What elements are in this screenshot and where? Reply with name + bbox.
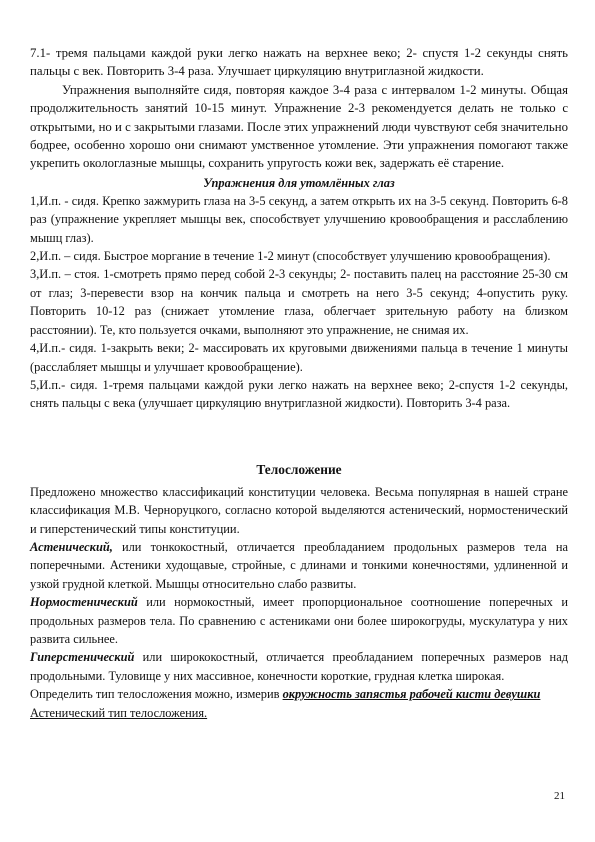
body-type-intro: Предложено множество классификаций конституции человека. Весьма популярная в нашей стране классификация М.В. Черноруцкого, согласно которой выделяются астенический, нормостенический и гиперстенический типы конституции. [30, 484, 568, 536]
asthenic-paragraph [30, 538, 568, 593]
exercise-item-3: 3,И.п. – стоя. 1-смотреть прямо перед собой 2-3 секунды; 2- поставить палец на расстояние 25-30 см от глаз; 3-перевести взор на кончик пальца и смотреть на него 3-5 секунд; 4-опустить руку. Повторить 10-12 раз (снижает утомление глаза, облегчает зрительную работу на близком расстоянии). Те, кто пользуется очками, выполняют это упражнение, не снимая их. [30, 267, 568, 337]
normosthenic-description: или нормокостный, имеет пропорциональное соотношение поперечных и продольных размеров тела. По сравнению с астениками они более широкогруды, мускулатура у них развита сильнее. [30, 595, 568, 646]
hypersthenic-description: или ширококостный, отличается преобладанием поперечных размеров над продольными. Туловище у них массивное, конечности короткие, грудная клетка широкая. [30, 650, 568, 683]
asthenic-term: Астенический, [30, 539, 113, 554]
normosthenic-paragraph [30, 593, 568, 648]
exercise-7-text: 7.1- тремя пальцами каждой руки легко нажать на верхнее веко; 2- спустя 1-2 секунды снять пальцы с век. Повторить 3-4 раза. Улучшает циркуляцию внутриглазной жидкости. [30, 46, 568, 79]
intro-block [30, 44, 568, 173]
hypersthenic-term: Гиперстенический [30, 650, 135, 665]
asthenic-description: или тонкокостный, отличается преобладанием продольных размеров тела на поперечными. Астеники худощавые, стройные, с длинами и тонкими конечностями, удлиненной и узкой грудной клеткой. Мышцы относительно слабо развиты. [30, 539, 568, 591]
exercise-item-4: 4,И.п.- сидя. 1-закрыть веки; 2- массировать их круговыми движениями пальца в течение 1 минуты (расслабляет мышцы и улучшает кровообращение). [30, 341, 568, 374]
section-spacer [30, 413, 568, 460]
fatigue-exercises-list [30, 192, 568, 413]
exercise-notes-paragraph: Упражнения выполняйте сидя, повторяя каждое 3-4 раза с интервалом 1-2 минуты. Общая продолжительность занятий 10-15 минут. Упражнение 2-3 рекомендуется делать не только с открытыми, но и с закрытыми глазами. После этих упражнений люди чувствуют себя значительно бодрее, особенно хорошо они снимают умственное утомление. Эти упражнения помогают также укрепить окологлазные мышцы, сохранить упругость кожи век, задержать её старение. [30, 82, 568, 171]
document-page [30, 44, 568, 722]
exercise-item-2: 2,И.п. – сидя. Быстрое моргание в течение 1-2 минут (способствует улучшению кровообращения). [30, 249, 551, 264]
asthenic-type-line [30, 704, 568, 722]
page-number: 21 [554, 790, 565, 802]
exercise-item-1: 1,И.п. - сидя. Крепко зажмурить глаза на 3-5 секунд, а затем открыть их на 3-5 секунд. Повторить 6-8 раз (упражнение укрепляет мышцы век, способствует улучшению кровообращения и расслаблению мышц глаз). [30, 193, 568, 245]
body-type-heading: Телосложение [256, 461, 342, 477]
hypersthenic-paragraph [30, 648, 568, 685]
fatigue-exercises-heading: Упражнения для утомлённых глаз [203, 175, 395, 190]
wrist-circumference-emphasis: окружность запястья рабочей кисти девушки [282, 687, 541, 702]
determine-text: Определить тип телосложения можно, измерив [30, 687, 283, 702]
normosthenic-term: Нормостенический [30, 595, 138, 610]
exercise-item-5: 5,И.п.- сидя. 1-тремя пальцами каждой руки легко нажать на верхнее веко; 2-спустя 1-2 секунды, снять пальцы с века (улучшает циркуляцию внутриглазной жидкости). Повторить 3-4 раза. [30, 377, 568, 411]
determine-paragraph [30, 685, 568, 703]
asthenic-type-label: Астенический тип телосложения. [30, 705, 208, 720]
